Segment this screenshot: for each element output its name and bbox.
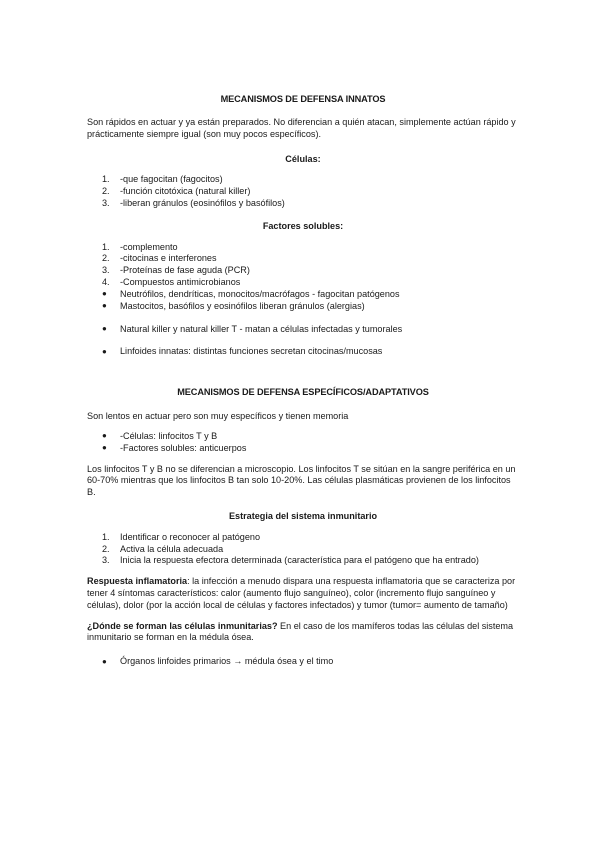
organs-bullets: [87, 656, 519, 668]
list-item: 1. -complemento: [102, 241, 178, 252]
adaptive-intro: Son lentos en actuar pero son muy específicos y tienen memoria: [87, 411, 349, 422]
list-item: 2. -citocinas e interferones: [102, 253, 217, 264]
soluble-list: [87, 242, 519, 289]
list-item: 2. -función citotóxica (natural killer): [102, 186, 251, 197]
innate-intro: Son rápidos en actuar y ya están preparados. No diferencian a quién atacan, simplemente actúan rápido y prácticamente siempre igual (son muy pocos específicos).: [87, 116, 516, 139]
list-item: ● Natural killer y natural killer T - matan a células infectadas y tumorales: [102, 323, 403, 334]
soluble-heading: Factores solubles:: [262, 220, 344, 231]
innate-bullets: [87, 289, 519, 358]
adaptive-bullets: [87, 431, 519, 455]
cells-list: [87, 174, 519, 209]
list-item: 1. -que fagocitan (fagocitos): [102, 174, 223, 185]
strategy-heading: Estrategia del sistema inmunitario: [228, 510, 378, 521]
bullet-icon: ●: [102, 443, 107, 453]
list-item: ● Mastocitos, basófilos y eosinófilos liberan gránulos (alergias): [102, 300, 365, 311]
list-item: ● Linfoides innatas: distintas funciones secretan citocinas/mucosas: [102, 346, 383, 357]
list-item: ● Neutrófilos, dendríticas, monocitos/macrófagos - fagocitan patógenos: [102, 288, 400, 299]
cells-heading: Células:: [285, 153, 321, 164]
list-item: 1. Identificar o reconocer al patógeno: [102, 531, 261, 542]
list-item: 4. -Compuestos antimicrobianos: [102, 277, 241, 288]
list-item: 2. Activa la célula adecuada: [102, 543, 224, 554]
list-item: ● Órganos linfoides primarios → médula ósea y el timo: [102, 656, 334, 667]
document-page: [87, 93, 519, 668]
list-item: 3. -Proteínas de fase aguda (PCR): [102, 265, 250, 276]
list-item: 3. Inicia la respuesta efectora determinada (característica para el patógeno que ha entrado): [102, 555, 479, 566]
lymphocytes-paragraph: Los linfocitos T y B no se diferencian a microscopio. Los linfocitos T se sitúan en la sangre periférica en un 60-70% mientras que los linfocitos B tan solo 10-20%. Las células plasmáticas provienen de los linfocitos B.: [87, 463, 516, 498]
bullet-icon: ●: [102, 656, 107, 666]
inflammatory-paragraph: Respuesta inflamatoria: la infección a menudo dispara una respuesta inflamatoria que se caracteriza por tener 4 síntomas característicos: calor (aumento flujo sanguíneo), color (incremento flujo sanguíneo y células), dolor (por la acción local de células y factores infectados) y tumor (tumor= aumento de tamaño): [87, 576, 516, 610]
inflammatory-label: Respuesta inflamatoria: [87, 576, 188, 587]
bullet-icon: ●: [102, 289, 107, 299]
where-paragraph: ¿Dónde se forman las células inmunitarias? En el caso de los mamíferos todas las células del sistema inmunitario se forman en la médula ósea.: [87, 620, 514, 643]
bullet-icon: ●: [102, 301, 107, 311]
list-item: ● -Factores solubles: anticuerpos: [102, 442, 247, 453]
bullet-icon: ●: [102, 324, 107, 334]
innate-title: MECANISMOS DE DEFENSA INNATOS: [220, 94, 386, 104]
where-label: ¿Dónde se forman las células inmunitarias?: [87, 620, 278, 631]
strategy-list: [87, 532, 519, 567]
list-item: 3. -liberan gránulos (eosinófilos y basófilos): [102, 198, 285, 209]
adaptive-title: MECANISMOS DE DEFENSA ESPECÍFICOS/ADAPTATIVOS: [177, 387, 429, 398]
bullet-icon: ●: [102, 431, 107, 441]
list-item: ● -Células: linfocitos T y B: [102, 430, 218, 441]
bullet-icon: ●: [102, 346, 107, 356]
